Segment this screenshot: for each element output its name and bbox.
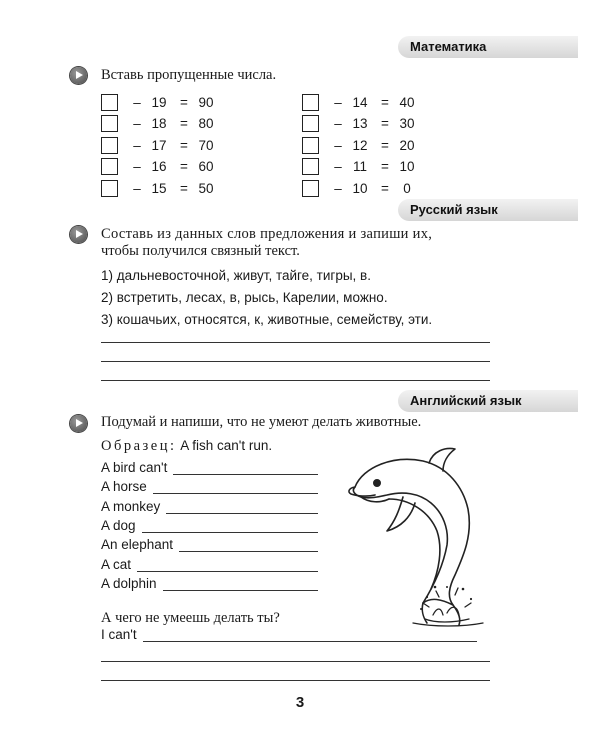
prompt-label: A horse <box>101 479 147 495</box>
english-prompt-row <box>101 479 318 494</box>
play-icon[interactable] <box>70 226 87 243</box>
answer-box[interactable] <box>101 158 118 175</box>
minus-sign: – <box>133 116 141 131</box>
minus-sign: – <box>334 180 342 196</box>
answer-box[interactable] <box>302 137 319 154</box>
result: 20 <box>399 137 415 153</box>
russian-tab-label: Русский язык <box>410 202 498 217</box>
answer-line[interactable] <box>179 537 318 552</box>
subtrahend: 13 <box>352 116 368 131</box>
minus-sign: – <box>334 137 342 153</box>
example-text: A fish can't run. <box>180 438 273 453</box>
equals-sign: = <box>180 159 188 174</box>
equals-sign: = <box>381 180 389 196</box>
prompt-label: A monkey <box>101 498 161 514</box>
english-tab-label: Английский язык <box>410 393 522 408</box>
result: 70 <box>198 137 214 153</box>
subtrahend: 11 <box>352 159 367 174</box>
result: 50 <box>198 180 214 196</box>
answer-line[interactable] <box>173 460 318 475</box>
answer-line[interactable] <box>101 680 490 681</box>
math-tab-label: Математика <box>410 39 487 54</box>
result: 60 <box>198 159 214 174</box>
russian-item-2: 2) встретить, лесах, в, рысь, Карелии, можно. <box>101 290 388 305</box>
subtrahend: 10 <box>352 180 368 196</box>
russian-instruction-line2: чтобы получился связный текст. <box>101 243 300 259</box>
subtrahend: 17 <box>151 137 167 153</box>
equals-sign: = <box>381 116 389 131</box>
english-prompt-row <box>101 460 318 475</box>
russian-section-tab <box>398 199 578 221</box>
equals-sign: = <box>180 116 188 131</box>
english-prompt-row <box>101 557 318 572</box>
math-equation <box>302 92 419 112</box>
dolphin-illustration <box>343 447 493 627</box>
result: 80 <box>198 116 214 131</box>
answer-box[interactable] <box>101 94 118 111</box>
answer-box[interactable] <box>302 94 319 111</box>
answer-line[interactable] <box>143 627 477 642</box>
answer-box[interactable] <box>101 180 118 197</box>
answer-line[interactable] <box>101 661 490 662</box>
i-cant-label: I can't <box>101 627 137 642</box>
result: 0 <box>403 180 411 196</box>
english-prompt-row <box>101 499 318 514</box>
minus-sign: – <box>133 94 141 110</box>
english-section-tab <box>398 390 578 412</box>
i-cant-row <box>101 627 477 642</box>
math-section-tab <box>398 36 578 58</box>
prompt-label: A dolphin <box>101 575 157 591</box>
english-prompt-row <box>101 537 318 552</box>
english-prompt-row <box>101 576 318 591</box>
subtrahend: 18 <box>151 116 167 131</box>
answer-line[interactable] <box>142 518 318 533</box>
math-equation <box>101 178 218 198</box>
math-equation <box>302 135 419 155</box>
equals-sign: = <box>381 159 389 174</box>
answer-line[interactable] <box>101 380 490 381</box>
answer-box[interactable] <box>101 137 118 154</box>
page-number: 3 <box>295 694 305 711</box>
answer-line[interactable] <box>163 576 318 591</box>
english-instruction: Подумай и напиши, что не умеют делать животные. <box>101 414 422 430</box>
answer-line[interactable] <box>153 479 318 494</box>
subtrahend: 16 <box>151 159 167 174</box>
result: 30 <box>399 116 415 131</box>
math-equation <box>302 157 419 177</box>
answer-box[interactable] <box>302 115 319 132</box>
minus-sign: – <box>133 159 141 174</box>
answer-box[interactable] <box>101 115 118 132</box>
play-icon[interactable] <box>70 67 87 84</box>
answer-line[interactable] <box>166 499 318 514</box>
answer-line[interactable] <box>101 342 490 343</box>
minus-sign: – <box>334 116 342 131</box>
prompt-label: A bird can't <box>101 460 168 475</box>
answer-line[interactable] <box>101 361 490 362</box>
result: 90 <box>198 94 214 110</box>
equals-sign: = <box>180 180 188 196</box>
russian-item-3: 3) кошачьих, относятся, к, животные, семейству, эти. <box>101 312 433 327</box>
math-equation <box>101 114 218 134</box>
minus-sign: – <box>334 94 342 110</box>
subtrahend: 14 <box>352 94 368 110</box>
prompt-label: A cat <box>101 556 132 572</box>
subtrahend: 19 <box>151 94 167 110</box>
subtrahend: 15 <box>151 180 167 196</box>
math-equation <box>302 114 419 134</box>
math-equation <box>101 135 218 155</box>
math-equation <box>101 92 218 112</box>
example-label: Образец: <box>101 438 177 454</box>
prompt-label: An elephant <box>101 537 174 553</box>
answer-line[interactable] <box>137 557 318 572</box>
answer-box[interactable] <box>302 180 319 197</box>
russian-instruction-line1: Составь из данных слов предложения и запиши их, <box>101 226 433 242</box>
english-question: А чего не умеешь делать ты? <box>101 610 280 626</box>
equals-sign: = <box>180 137 188 153</box>
minus-sign: – <box>133 137 141 153</box>
equals-sign: = <box>381 94 389 110</box>
minus-sign: – <box>133 180 141 196</box>
result: 40 <box>399 94 415 110</box>
russian-item-1: 1) дальневосточной, живут, тайге, тигры, в. <box>101 268 371 283</box>
english-example <box>101 438 272 455</box>
prompt-label: A dog <box>101 517 136 533</box>
play-icon[interactable] <box>70 415 87 432</box>
equals-sign: = <box>180 94 188 110</box>
result: 10 <box>399 159 415 174</box>
english-prompt-row <box>101 518 318 533</box>
minus-sign: – <box>334 159 342 174</box>
answer-box[interactable] <box>302 158 319 175</box>
equals-sign: = <box>381 137 389 153</box>
math-equation <box>101 157 218 177</box>
math-instruction: Вставь пропущенные числа. <box>101 67 277 83</box>
math-equation <box>302 178 419 198</box>
subtrahend: 12 <box>352 137 368 153</box>
